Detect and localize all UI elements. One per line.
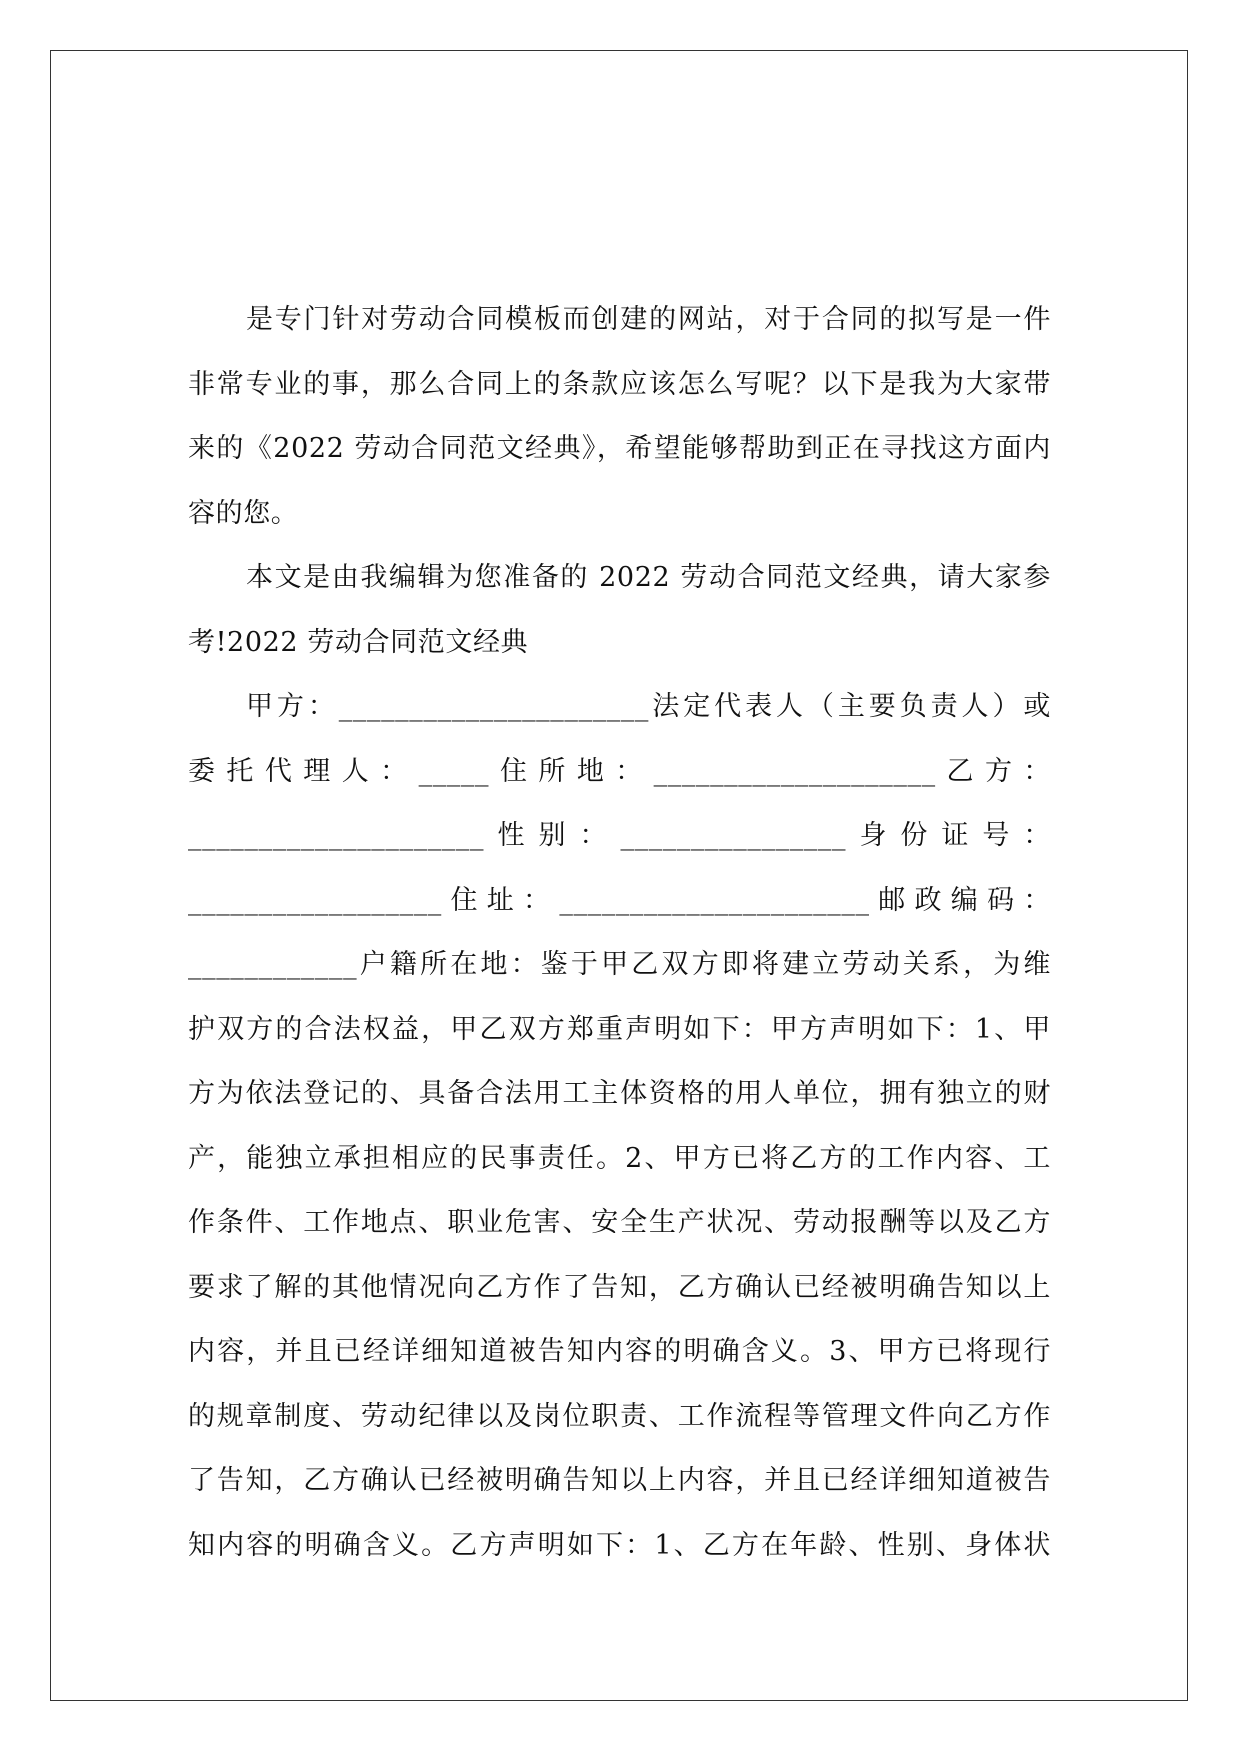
- paragraph-line: 本文是由我编辑为您准备的 2022 劳动合同范文经典，请大家参: [246, 562, 1051, 593]
- paragraph-line: 是专门针对劳动合同模板而创建的网站，对于合同的拟写是一件: [246, 304, 1051, 335]
- paragraph-line: 考!2022 劳动合同范文经典: [188, 626, 529, 658]
- paragraph-line: 甲方：______________________法定代表人（主要负责人）或: [246, 691, 1051, 722]
- paragraph-line: 作条件、工作地点、职业危害、安全生产状况、劳动报酬等以及乙方: [188, 1207, 1051, 1238]
- paragraph-line: 非常专业的事，那么合同上的条款应该怎么写呢？以下是我为大家带: [188, 368, 1051, 400]
- paragraph-line: 内容，并且已经详细知道被告知内容的明确含义。3、甲方已将现行: [188, 1336, 1051, 1367]
- paragraph-line: 产，能独立承担相应的民事责任。2、甲方已将乙方的工作内容、工: [188, 1142, 1051, 1174]
- paragraph-line: 委托代理人：_____住所地：____________________乙方：: [188, 755, 1051, 787]
- paragraph-line: ____________户籍所在地：鉴于甲乙双方即将建立劳动关系，为维: [188, 949, 1051, 980]
- paragraph-line: 要求了解的其他情况向乙方作了告知，乙方确认已经被明确告知以上: [188, 1271, 1051, 1303]
- document-body: [188, 288, 1051, 1578]
- paragraph-line: 的规章制度、劳动纪律以及岗位职责、工作流程等管理文件向乙方作: [188, 1400, 1051, 1432]
- paragraph-line: 护双方的合法权益，甲乙双方郑重声明如下：甲方声明如下：1、甲: [188, 1013, 1051, 1045]
- paragraph-line: __________________住址：______________________邮政编码：: [188, 884, 1051, 916]
- paragraph-line: 了告知，乙方确认已经被明确告知以上内容，并且已经详细知道被告: [188, 1465, 1051, 1496]
- paragraph-line: 方为依法登记的、具备合法用工主体资格的用人单位，拥有独立的财: [188, 1078, 1051, 1109]
- paragraph-line: 容的您。: [188, 497, 299, 529]
- paragraph-line: _____________________性别：________________身份证号：: [188, 820, 1051, 851]
- paragraph-line: 来的《2022 劳动合同范文经典》，希望能够帮助到正在寻找这方面内: [188, 433, 1051, 464]
- paragraph-line: 知内容的明确含义。乙方声明如下：1、乙方在年龄、性别、身体状: [188, 1529, 1051, 1561]
